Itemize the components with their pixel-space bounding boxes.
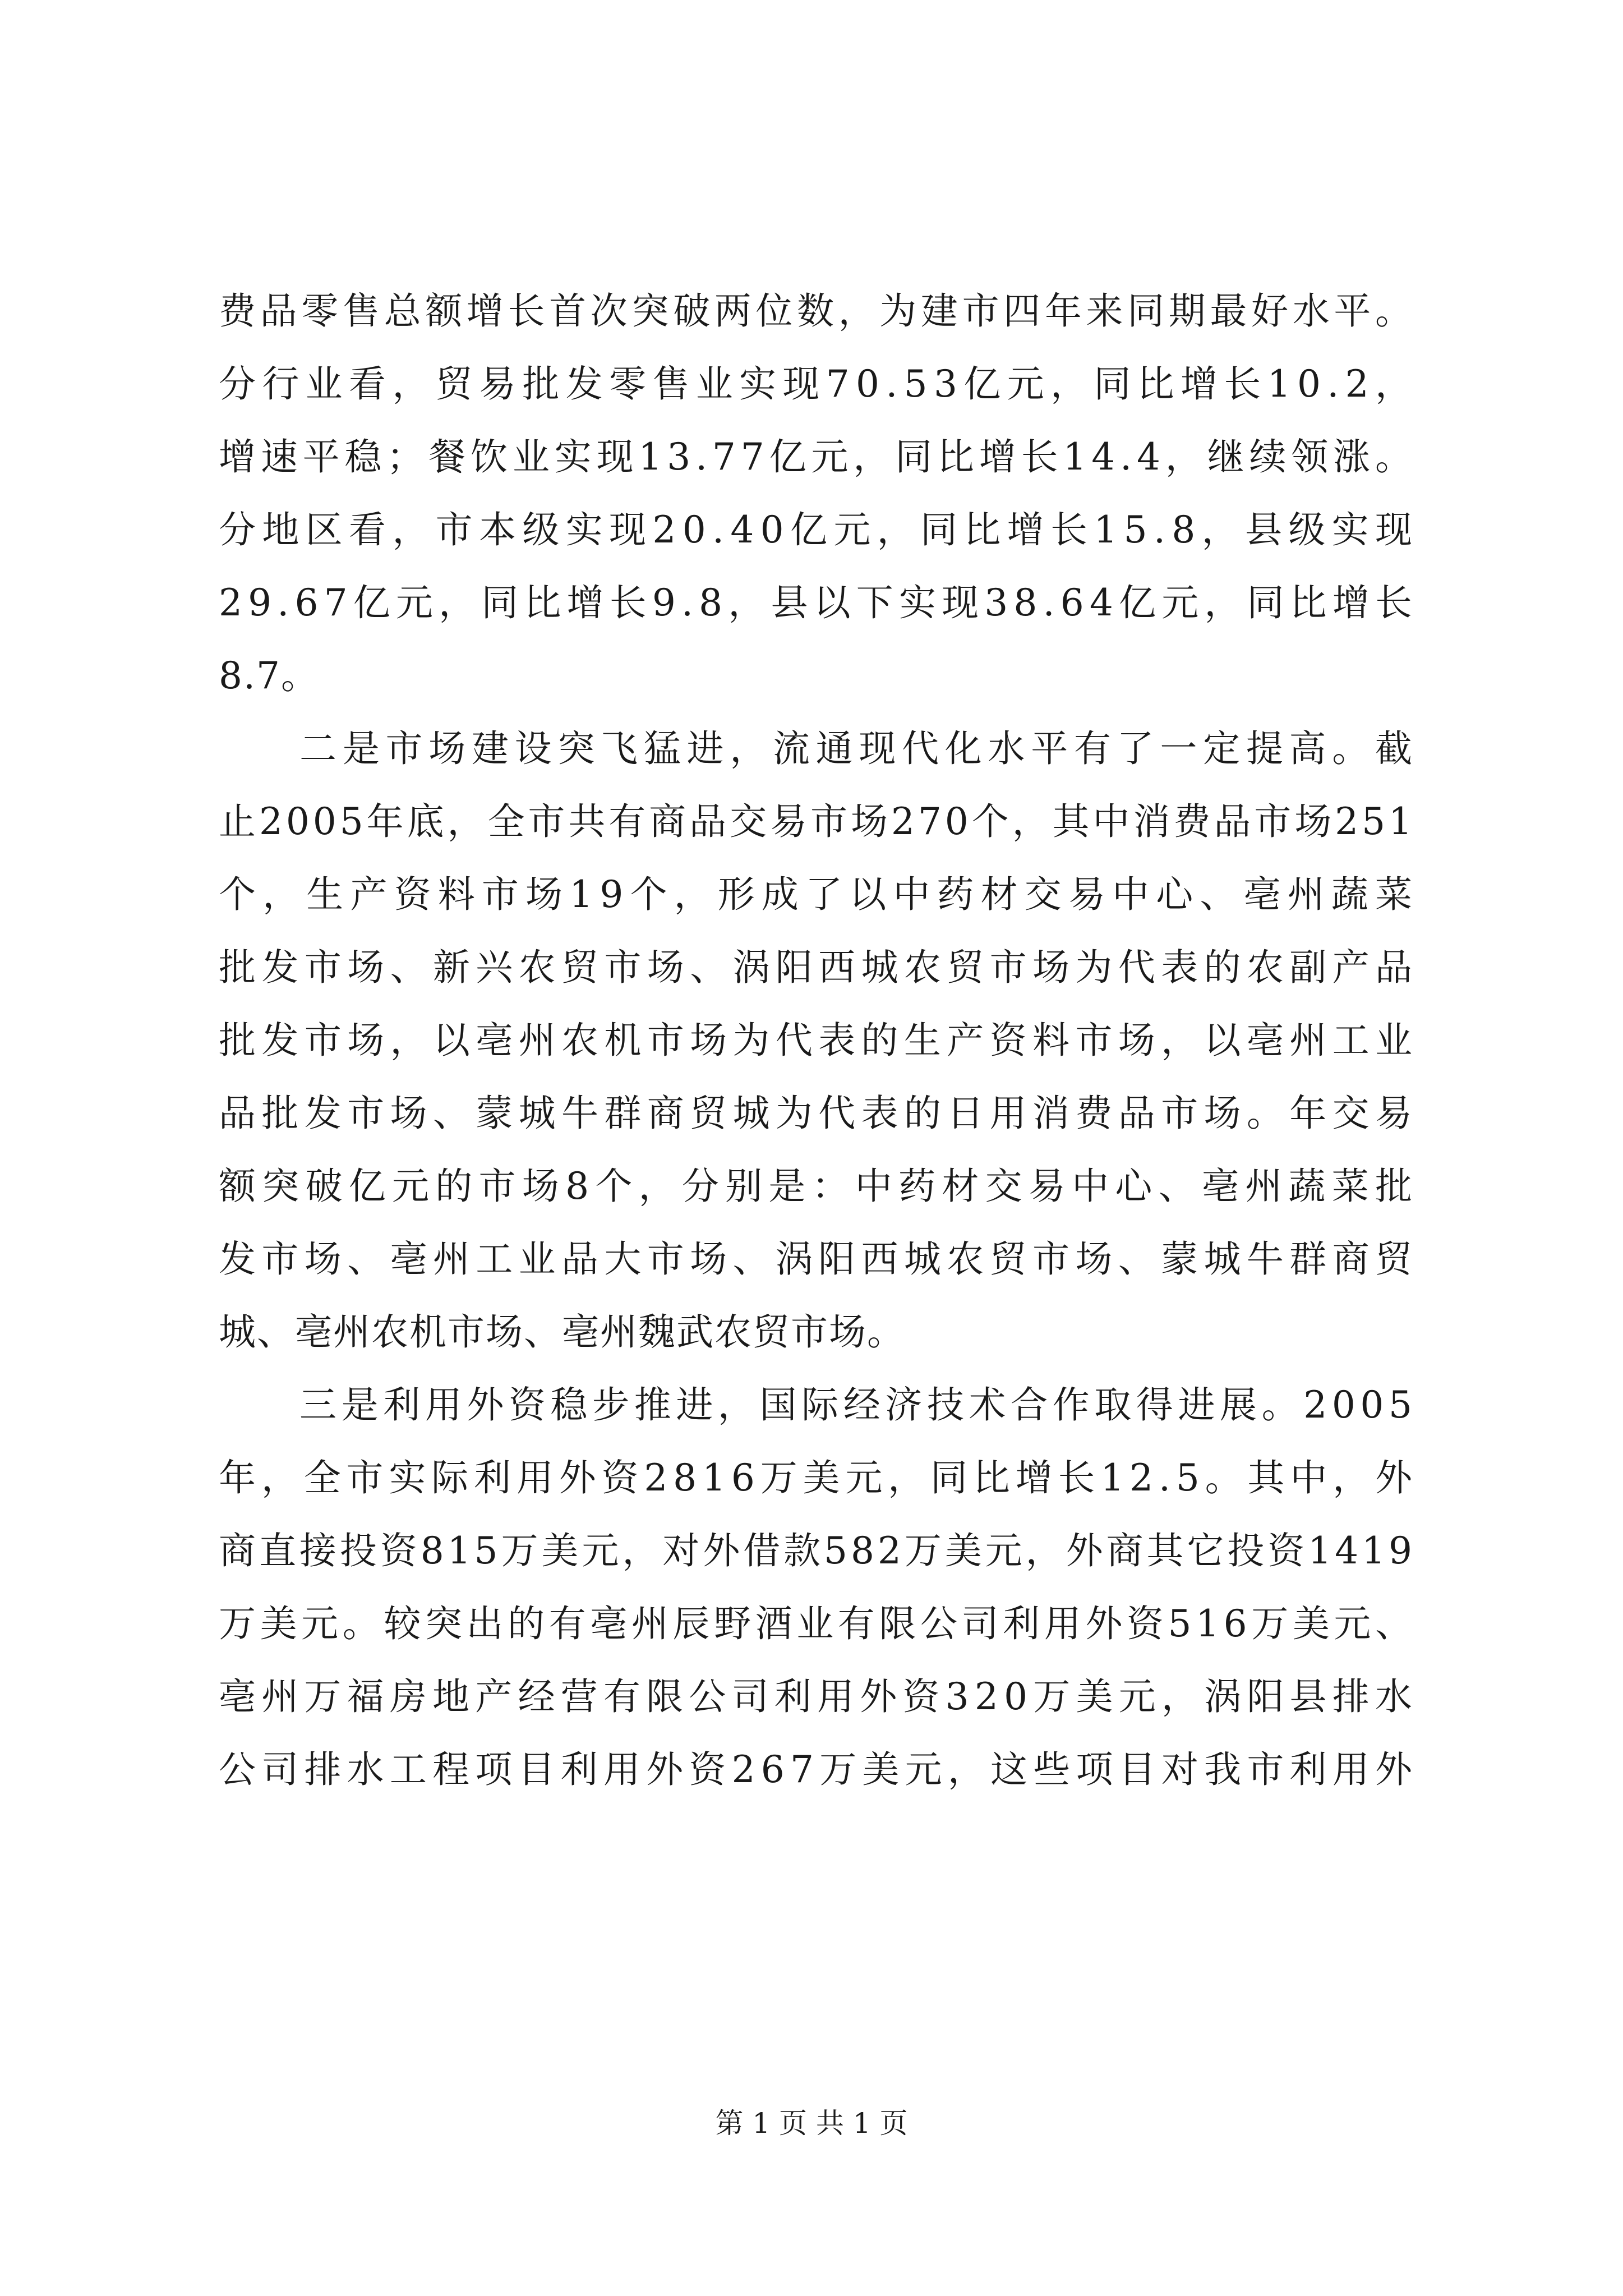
page-number-label: 第 1 页 共 1 页 — [715, 2107, 908, 2139]
text-line-2-content: 分行业看，贸易批发零售业实现70.53亿元，同比增长10.2， — [219, 362, 1419, 406]
text-line-5-content: 29.67亿元，同比增长9.8，县以下实现38.64亿元，同比增长 — [219, 581, 1418, 624]
text-line-4-content: 分地区看，市本级实现20.40亿元，同比增长15.8，县级实现 — [219, 508, 1419, 551]
text-line-13-content: 额突破亿元的市场8个，分别是：中药材交易中心、亳州蔬菜批 — [219, 1165, 1419, 1208]
text-line-3-content: 增速平稳；餐饮业实现13.77亿元，同比增长14.4，继续领涨。 — [219, 435, 1417, 478]
text-line-16-content: 三是利用外资稳步推进，国际经济技术合作取得进展。2005 — [299, 1383, 1417, 1427]
text-line-11-content: 批发市场，以亳州农机市场为代表的生产资料市场，以亳州工业 — [219, 1019, 1418, 1062]
text-line-17-content: 年，全市实际利用外资2816万美元，同比增长12.5。其中，外 — [219, 1456, 1418, 1499]
text-line-12-content: 品批发市场、蒙城牛群商贸城为代表的日用消费品市场。年交易 — [219, 1092, 1418, 1135]
text-line-10-content: 批发市场、新兴农贸市场、涡阳西城农贸市场为代表的农副产品 — [219, 946, 1418, 989]
text-line-6-content: 8.7。 — [219, 654, 319, 697]
text-line-7-content: 二是市场建设突飞猛进，流通现代化水平有了一定提高。截 — [299, 727, 1418, 770]
text-line-18-content: 商直接投资815万美元，对外借款582万美元，外商其它投资1419 — [219, 1529, 1415, 1572]
page-footer — [0, 2104, 1623, 2143]
text-line-19-content: 万美元。较突出的有亳州辰野酒业有限公司利用外资516万美元、 — [219, 1602, 1417, 1645]
text-line-20-content: 亳州万福房地产经营有限公司利用外资320万美元，涡阳县排水 — [219, 1675, 1418, 1718]
text-line-21-content: 公司排水工程项目利用外资267万美元，这些项目对我市利用外 — [219, 1748, 1418, 1791]
text-line-14-content: 发市场、亳州工业品大市场、涡阳西城农贸市场、蒙城牛群商贸 — [219, 1237, 1418, 1281]
text-line-9-content: 个，生产资料市场19个，形成了以中药材交易中心、亳州蔬菜 — [219, 873, 1419, 916]
text-line-8-content: 止2005年底，全市共有商品交易市场270个，其中消费品市场251 — [219, 800, 1415, 843]
text-line-15-content: 城、亳州农机市场、亳州魏武农贸市场。 — [219, 1310, 905, 1354]
text-line-1-content: 费品零售总额增长首次突破两位数，为建市四年来同期最好水平。 — [219, 289, 1417, 333]
